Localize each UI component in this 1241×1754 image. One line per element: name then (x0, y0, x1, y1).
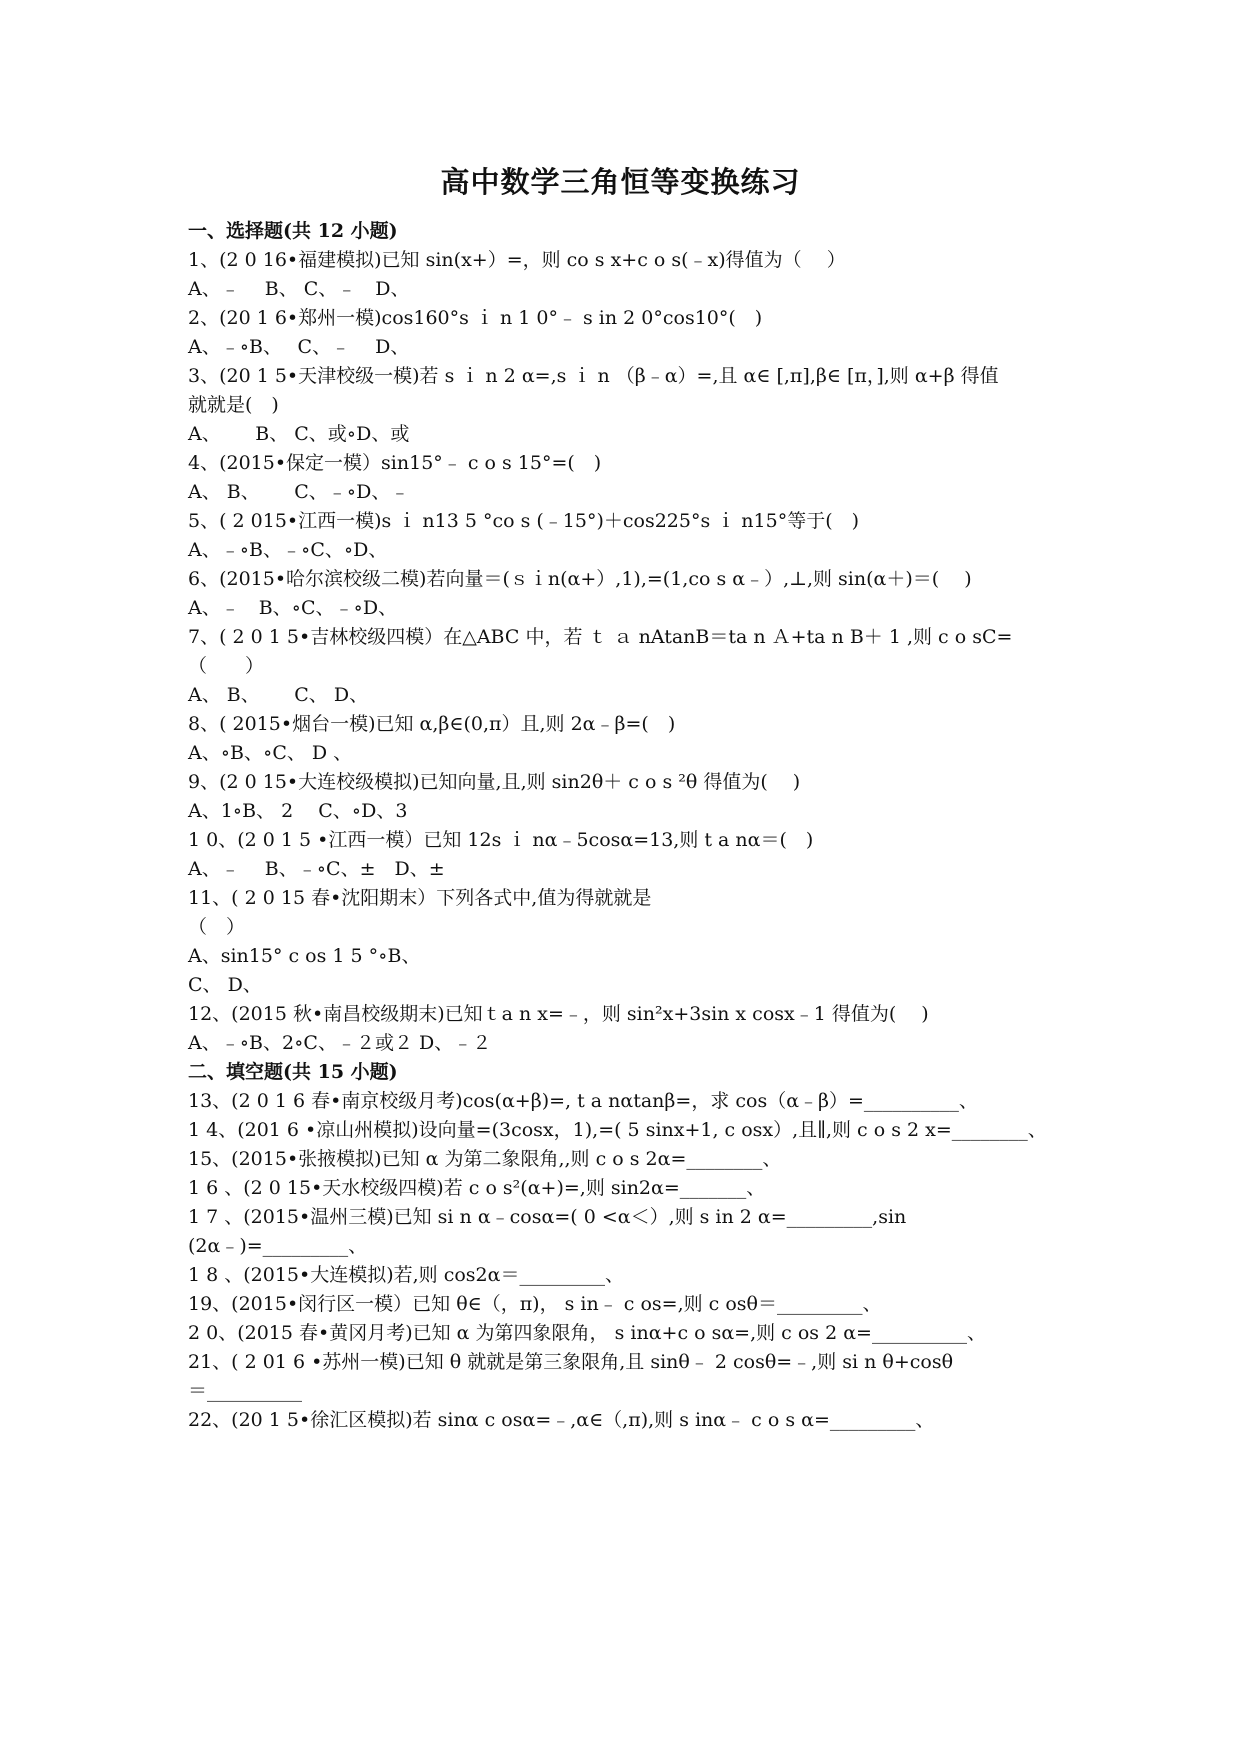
exercise-line: 1 6 、(2 0 15•天水校级四模)若 c o s²(α+)=,则 sin2α=_______、 (188, 1177, 766, 1199)
exercise-line: 1 4、(201 6 •凉山州模拟)设向量=(3cosx，1),=( 5 sinx+1, c osx）,且∥,则 c o s 2 x=________、 (188, 1119, 1047, 1141)
exercise-line: ＝__________ (188, 1380, 303, 1402)
exercise-line: 15、(2015•张掖模拟)已知 α 为第二象限角,,则 c o s 2α=________、 (188, 1148, 782, 1170)
exercise-line: A、﹣∘B、2∘C、﹣２或２ D、﹣２ (188, 1032, 492, 1054)
exercise-line: A、 B、 C、 D、 (188, 684, 369, 706)
exercise-line: 5、( 2 015•江西一模)s ｉ n13 5 °co s (﹣15°)＋cos225°s ｉ n15°等于( ) (188, 510, 860, 532)
exercise-line: 21、( 2 01 6 •苏州一模)已知 θ 就就是第三象限角,且 sinθ﹣ 2 cosθ=﹣,则 si n θ+cosθ (188, 1351, 954, 1373)
exercise-line: A、﹣ B、 C、﹣ D、 (188, 278, 410, 300)
exercise-line: A、1∘B、 2 C、∘D、3 (188, 800, 408, 822)
exercise-line: 7、( 2 0 1 5•吉林校级四模）在△ABC 中，若 ｔ ａ nAtanB＝ta n Ａ+ta n B＋ 1 ,则 c o sC= (188, 626, 1013, 648)
exercise-line: 就就是( ) (188, 394, 279, 416)
exercise-line: A、 B、 C、或∘D、或 (188, 423, 410, 445)
exercise-line: 13、(2 0 1 6 春•南京校级月考)cos(α+β)=, t a nαtanβ=，求 cos（α﹣β）=__________、 (188, 1090, 978, 1112)
exercise-line: A、﹣ B、∘C、﹣∘D、 (188, 597, 398, 619)
exercise-line: （ ） (188, 916, 246, 938)
exercise-line: 3、(20 1 5•天津校级一模)若 s ｉ n 2 α=,s ｉ n （β﹣α）=,且 α∈ [,π],β∈ [π，],则 α+β 得值 (188, 365, 999, 387)
exercise-line: 1 0、(2 0 1 5 •江西一模）已知 12s ｉ nα﹣5cosα=13,则 t a nα＝( ) (188, 829, 814, 851)
exercise-line: 19、(2015•闵行区一模）已知 θ∈（，π)， s in﹣ c os=,则 c osθ＝_________、 (188, 1293, 882, 1315)
exercise-line: 6、(2015•哈尔滨校级二模)若向量＝(ｓｉn(α+）,1),=(1,co s α﹣）,⊥,则 sin(α＋)＝( ) (188, 568, 972, 590)
exercise-line: A、﹣ B、﹣∘C、± D、± (188, 858, 445, 880)
exercise-line: 12、(2015 秋•南昌校级期末)已知ｔa n x=﹣，则 sin²x+3sin x cosx﹣1 得值为( ) (188, 1003, 929, 1025)
exercise-line: 1 8 、(2015•大连模拟)若,则 cos2α＝_________、 (188, 1264, 624, 1286)
exercise-line: A、﹣∘B、 C、﹣ D、 (188, 336, 410, 358)
exercise-line: (2α﹣)=_________、 (188, 1235, 368, 1257)
exercise-line: A、 B、 C、﹣∘D、﹣ (188, 481, 410, 503)
document-title: 高中数学三角恒等变换练习 (440, 165, 801, 199)
exercise-line: 22、(20 1 5•徐汇区模拟)若 sinα c osα=﹣,α∈（,π),则 s inα﹣ c o s α=_________、 (188, 1409, 935, 1431)
exercise-line: 2、(20 1 6•郑州一模)cos160°s ｉ n 1 0°﹣ s in 2 0°cos10°( ) (188, 307, 763, 329)
exercise-line: （ ） (188, 655, 265, 677)
exercise-line: 8、( 2015•烟台一模)已知 α,β∈(0,π）且,则 2α﹣β=( ) (188, 713, 676, 735)
exercise-line: A、∘B、∘C、 D 、 (188, 742, 353, 764)
exercise-line: 11、( 2 0 15 春•沈阳期末）下列各式中,值为得就就是 (188, 887, 652, 909)
section-heading: 一、选择题(共 12 小题) (188, 220, 398, 242)
exercise-line: C、 D、 (188, 974, 262, 996)
exercise-line: A、sin15° c os 1 5 °∘B、 (188, 945, 421, 967)
section-heading: 二、填空题(共 15 小题) (188, 1061, 398, 1083)
exercise-line: A、﹣∘B、﹣∘C、∘D、 (188, 539, 388, 561)
exercise-line: 1 7 、(2015•温州三模)已知 si n α﹣cosα=( 0 <α＜）,则 s in 2 α=_________,sin (188, 1206, 907, 1228)
exercise-line: 1、(2 0 16•福建模拟)已知 sin(x+）=，则 co s x+c o s(﹣x)得值为（ ） (188, 249, 846, 271)
exercise-line: 4、(2015•保定一模）sin15°﹣ c o s 15°=( ) (188, 452, 602, 474)
exercise-line: 9、(2 0 15•大连校级模拟)已知向量,且,则 sin2θ＋ c o s ²θ 得值为( ) (188, 771, 801, 793)
exercise-line: 2 0、(2015 春•黄冈月考)已知 α 为第四象限角， s inα+c o sα=,则 c os 2 α=__________、 (188, 1322, 986, 1344)
